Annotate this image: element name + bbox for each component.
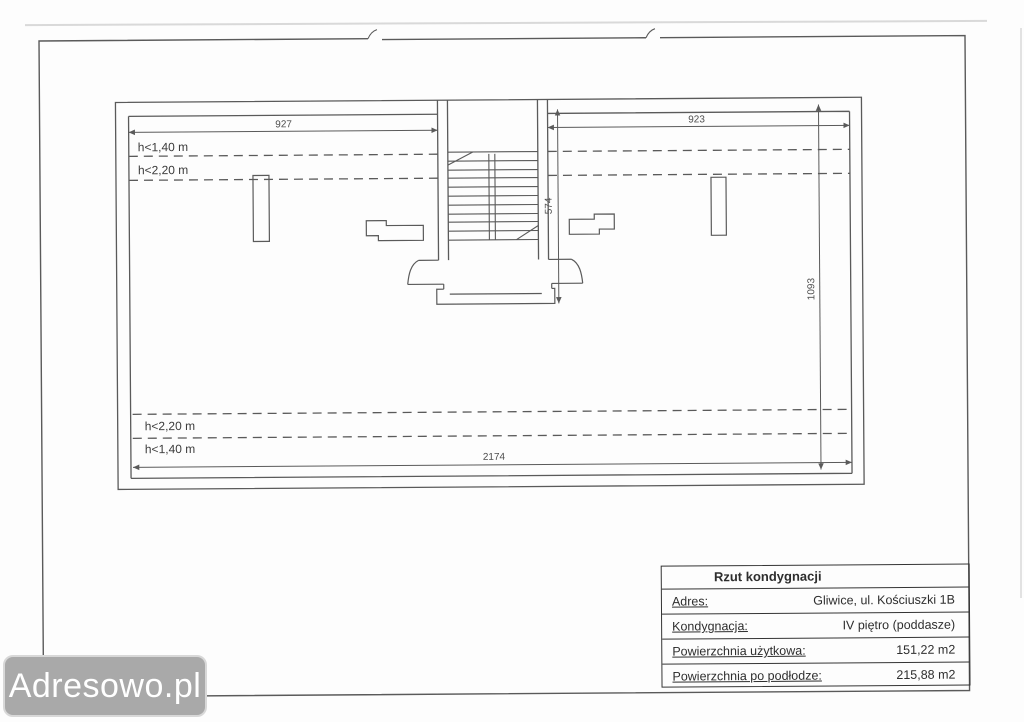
chimney-left bbox=[253, 175, 269, 241]
adresowo-watermark-badge bbox=[3, 655, 207, 717]
dimension-lines bbox=[128, 104, 852, 474]
row-label: Powierzchnia po podłodze: bbox=[672, 668, 822, 684]
info-table-title: Rzut kondygnacji bbox=[713, 568, 822, 585]
stair-divider bbox=[489, 154, 496, 240]
table-row-adres bbox=[662, 587, 969, 614]
scan-artifact-top-line bbox=[25, 20, 987, 26]
scan-artifact-right-line bbox=[1020, 28, 1022, 598]
row-label: Powierzchnia użytkowa: bbox=[672, 643, 806, 659]
row-value: 215,88 m2 bbox=[896, 667, 956, 683]
dimension-label-1093: 1093 bbox=[806, 277, 818, 301]
dimension-label-574: 574 bbox=[543, 197, 555, 215]
info-table-header bbox=[662, 565, 969, 589]
dimension-label-927: 927 bbox=[275, 119, 292, 131]
watermark-text: Adresowo.pl bbox=[8, 666, 202, 705]
paper-sheet bbox=[38, 34, 971, 697]
duct-block-right bbox=[569, 214, 614, 234]
height-label-bottom-140: h<1,40 m bbox=[144, 441, 196, 457]
staircase-treads bbox=[448, 152, 539, 241]
entrance-bay bbox=[408, 259, 583, 304]
duct-block-left bbox=[366, 220, 423, 240]
chimney-right bbox=[711, 177, 726, 235]
table-row-kondygnacja bbox=[662, 612, 969, 639]
dimension-label-923: 923 bbox=[688, 114, 705, 126]
row-label: Adres: bbox=[671, 594, 709, 609]
row-value: Gliwice, ul. Kościuszki 1B bbox=[813, 592, 955, 608]
row-value: IV piętro (poddasze) bbox=[842, 617, 956, 633]
info-table bbox=[661, 564, 971, 688]
row-label: Kondygnacja: bbox=[672, 619, 748, 634]
height-label-bottom-220: h<2,20 m bbox=[144, 418, 196, 434]
height-label-top-220: h<2,20 m bbox=[137, 162, 189, 178]
table-row-powierzchnia-po-podlodze bbox=[662, 662, 969, 689]
height-label-top-140: h<1,40 m bbox=[137, 139, 189, 155]
stairwell-walls bbox=[437, 99, 548, 260]
row-value: 151,22 m2 bbox=[896, 642, 956, 658]
table-row-powierzchnia-uzytkowa bbox=[662, 637, 969, 664]
dimension-label-2174: 2174 bbox=[482, 451, 506, 463]
